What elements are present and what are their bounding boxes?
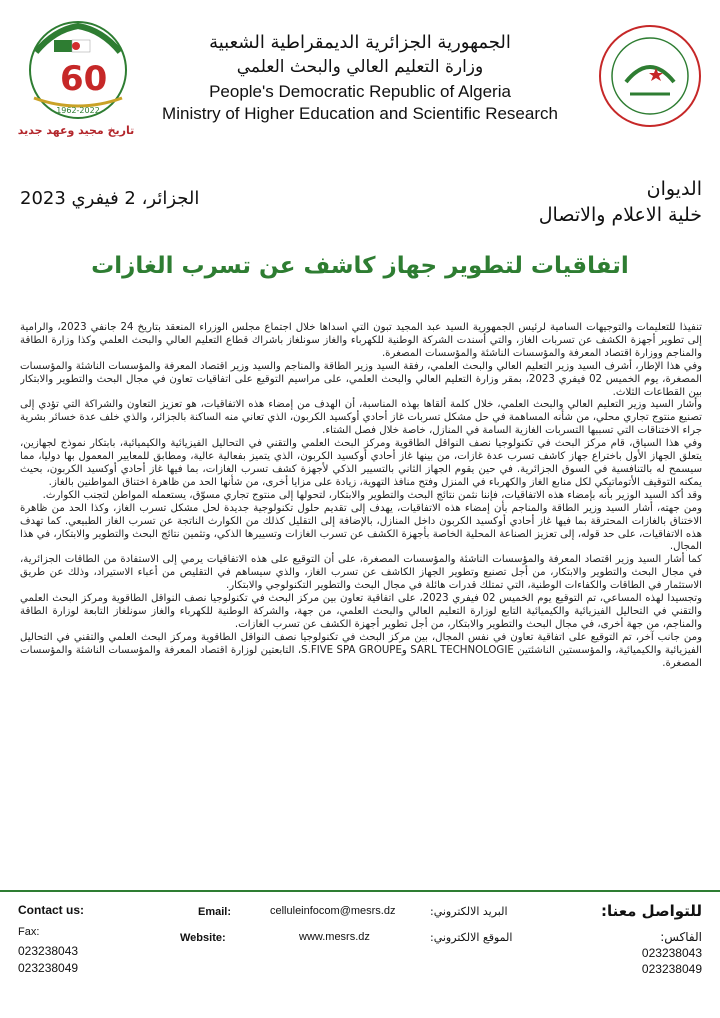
paragraph: ومن جهته، أشار السيد وزير الطاقة والمناجم بأن إمضاء هذه الاتفاقيات، يهدف إلى تقديم حلول تكنولوجية جديدة لحل مشكل تسرب الغاز، وكذا الحد من ظاهرة الاختناق بالغازات المحترقة بما فيها غاز أحادي أوكسيد الكربون داخل المنازل، بالإضافة إلى التقليل كذلك من الكوارث الناتجة عن تسرب الغاز الطبيعي. كما تهدف هذه الاتفاقيات، على حد قوله، إلى تعزيز الصناعة المحلية الخاصة بأجهزة الكشف عن تسرب الغازات وتسييرها الذكي، وتثمين نتائج البحث والتطوير والابتكار، في هذا المجال.: [20, 502, 702, 553]
independence-anniversary-logo: [14, 18, 142, 138]
footer-divider: [0, 890, 720, 892]
letterhead: [0, 0, 720, 150]
republic-name-arabic: الجمهورية الجزائرية الديمقراطية الشعبية: [209, 32, 511, 53]
office-unit: خلية الاعلام والاتصال: [538, 204, 702, 226]
anniversary-slogan: تاريخ مجيد وعهد جديد: [17, 124, 135, 137]
office-name: الديوان: [646, 178, 702, 200]
website-link[interactable]: www.mesrs.dz: [299, 931, 370, 943]
paragraph: وفي هذا السياق، قام مركز البحث في تكنولوجيا نصف النواقل الطاقوية ومركز البحث العلمي والتقني في التحاليل الفيزيائية والكيميائية، بابتكار نموذج لجهازين، يتعلق الجهاز الأول باختراع جهاز كاشف تسرب عدة غازات، من بينها غاز أحادي أوكسيد الكربون، الذي يتميز بفعالية عالية، ومطابق للمعايير المعمول بها دوليا، مما سيسمح له بالتنافسية في السوق الجزائرية. في حين يقوم الجهاز الثاني بالتسيير الذكي لأجهزة كشف تسرب الغازات، بما فيها غاز أحادي أوكسيد الكربون، بحيث يمكنه التوقيف الأتوماتيكي لكل منابع الغاز والكهرباء في المنزل وفتح منافذ التهوية، زيادة على مزايا أخرى، من شأنها الحد من ظاهرة اختناق المواطنين بالغاز.: [20, 438, 702, 488]
svg-text:1962-2022: 1962-2022: [56, 106, 100, 115]
paragraph: وأشار السيد وزير التعليم العالي والبحث العلمي، خلال كلمة ألقاها بهذه المناسبة، أن الهدف من إمضاء هذه الاتفاقيات، هو تعزيز التعاون والشراكة التي تؤدي إلى تصنيع منتوج تجاري محلي، من شأنه المساهمة في حل مشكل تسربات غاز أحادي أوكسيد الكربون، الذي تعاني منه الساكنة بالجزائر، والذي خلف عدة خسائر بشرية جراء الاختناقات التي تسببها التسربات الغازية السامة في المنازل، خاصة خلال فصل الشتاء.: [20, 399, 702, 437]
svg-text:60: 60: [60, 59, 108, 99]
ministry-seal-logo: [596, 22, 704, 130]
press-release-title: اتفاقيات لتطوير جهاز كاشف عن تسرب الغازات: [91, 253, 629, 279]
fax-label-english: Fax:: [18, 926, 40, 938]
paragraph: كما أشار السيد وزير اقتصاد المعرفة والمؤسسات الناشئة والمؤسسات المصغرة، على أن التوقيع على هذه الاتفاقيات يرمي إلى الاستفادة من الطاقات الجزائرية، في مجال البحث والتطوير والابتكار، من أجل تصنيع وتطوير الجهاز الكاشف عن تسرب الغاز، والذي سيساهم في التقليص من أعباء الاستيراد، وذلك عن طريق الاستثمار في الطاقات والكفاءات الوطنية، التي تمتلك قدرات هائلة في مجال البحث والتطوير التكنولوجي والابتكار.: [20, 554, 702, 592]
website-label-english: Website:: [180, 932, 226, 944]
office-block: [539, 176, 702, 228]
ministry-name-english: Ministry of Higher Education and Scientific Research: [162, 104, 558, 123]
paragraph: تنفيذا للتعليمات والتوجيهات السامية لرئيس الجمهورية السيد عبد المجيد تبون التي أسداها خلال اجتماع مجلس الوزراء المنعقد بتاريخ 24 جانفي 2023، والرامية إلى تطوير أجهزة الكشف عن تسربات الغاز، والتي أسندت الشركة الوطنية للكهرباء والغاز سونلغاز باشراك قطاع التعليم العالي والبحث العلمي وكذا وزارة الطاقة والمناجم ووزارة اقتصاد المعرفة والمؤسسات الناشئة والمؤسسات المصغرة.: [20, 322, 702, 359]
email-link[interactable]: celluleinfocom@mesrs.dz: [270, 905, 396, 917]
fax-number: 023238043: [641, 946, 702, 960]
press-release-body: [20, 322, 702, 862]
email-label-arabic: البريد الالكتروني:: [430, 905, 508, 918]
republic-name-english: People's Democratic Republic of Algeria: [209, 82, 511, 101]
paragraph: وتجسيدا لهذه المساعي، تم التوقيع يوم الخميس 02 فيفري 2023، على اتفاقية تعاون بين مركز البحث في تكنولوجيا نصف النواقل الطاقوية ومركز البحث العلمي والتقني في التحاليل الفيزيائية والكيميائية التابع لوزارة التعليم العالي والبحث العلمي، من جهة، والشركة الوطنية للكهرباء والغاز سونلغاز التابعة لوزارة الطاقة والمناجم، من جهة أخرى، في مجال البحث والتطوير والابتكار، من أجل تطوير أجهزة الكشف عن تسرب الغازات.: [20, 593, 702, 630]
paragraph: وفي هذا الإطار، أشرف السيد وزير التعليم العالي والبحث العلمي، رفقة السيد وزير الطاقة والمناجم والسيد وزير اقتصاد المعرفة والمؤسسات الناشئة والمؤسسات المصغرة، يوم الخميس 02 فيفري 2023، بمقر وزارة التعليم العالي والبحث العلمي، على مراسيم التوقيع على اتفاقيات تعاون في مجال البحث والتطوير والابتكار بين القطاعات الثلاث.: [20, 360, 702, 398]
ministry-name-arabic: وزارة التعليم العالي والبحث العلمي: [236, 57, 484, 77]
fax-number: 023238043: [18, 944, 79, 958]
email-label-english: Email:: [198, 906, 232, 918]
press-release-date: الجزائر، 2 فيفري 2023: [20, 188, 200, 209]
paragraph: ومن جانب آخر، تم التوقيع على اتفاقية تعاون في نفس المجال، بين مركز البحث في تكنولوجيا نصف النواقل الطاقوية ومركز البحث العلمي والتقني في التحاليل الفيزيائية والكيميائية، والمؤسستين الناشئتين SARL TECHNOLOGIE وS.FIVE SPA GROUPE، التابعتين لوزارة اقتصاد المعرفة والمؤسسات الناشئة والمؤسسات المصغرة.: [20, 631, 702, 669]
fax-number: 023238049: [641, 962, 702, 976]
fax-label-arabic: الفاكس:: [660, 930, 702, 944]
contact-us-label: Contact us:: [18, 903, 84, 917]
fax-number: 023238049: [18, 961, 79, 975]
website-label-arabic: الموقع الالكتروني:: [430, 931, 513, 944]
paragraph: وقد أكد السيد الوزير بأنه بإمضاء هذه الاتفاقيات، فإننا نثمن نتائج البحث والتطوير والابتكار، لتحولها إلى منتوج تجاري مسوّق، يستعمله المواطن لتجنب الكوارث.: [42, 489, 702, 501]
contact-us-label-arabic: للتواصل معنا:: [600, 902, 702, 920]
